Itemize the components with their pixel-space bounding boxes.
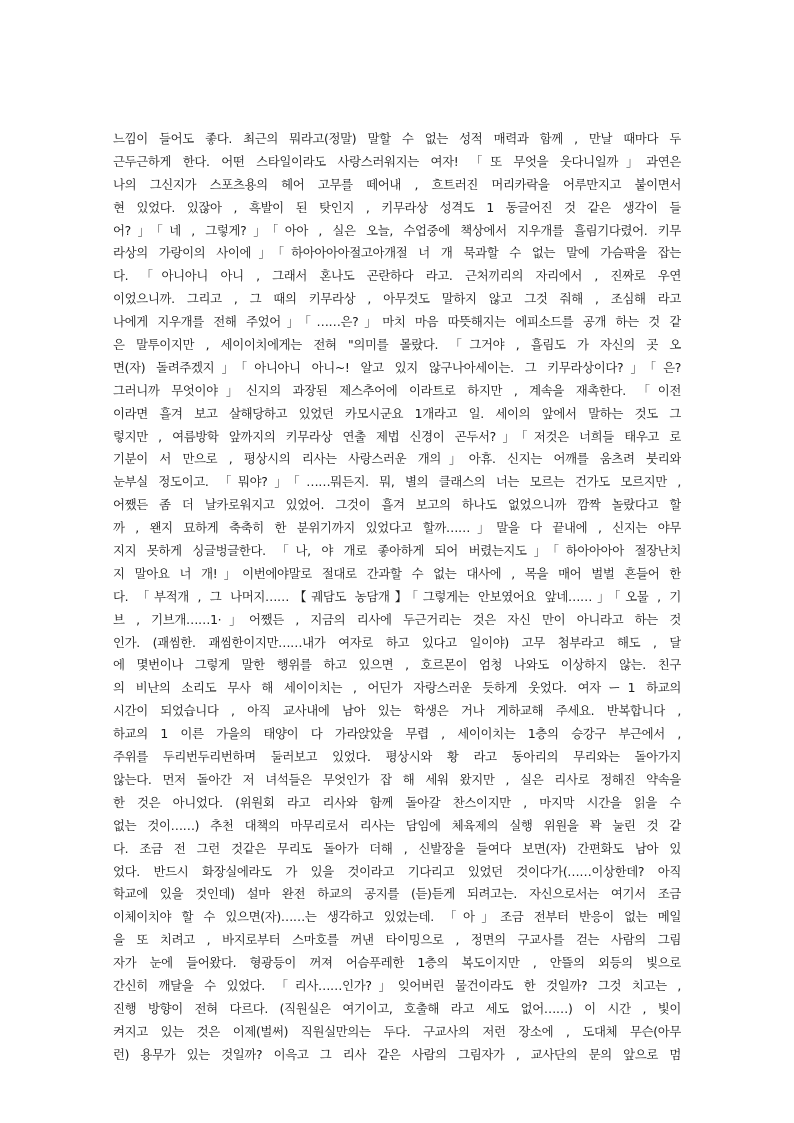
- text-line: 까 , 왠지 묘하게 축축히 한 분위기까지 있었다고 할까……」말을 다 끝내에 , 신지는 야무: [113, 520, 681, 536]
- text-line: 시간이 되었습니다 , 아직 교사내에 남아 있는 학생은 거나 게하교해 주세요. 반복합니다 ,: [113, 703, 681, 719]
- text-line: 라상의 가랑이의 사이에」「하아아아아절고아개절 너 개 묵과할 수 없는 말에 가슴팍을 잡는: [113, 245, 681, 261]
- text-line: 간신히 깨달을 수 있었다. 「리사……인가?」잊어버린 물건이라도 한 것일까? 그것 치고는 ,: [113, 977, 681, 993]
- text-line: 자가 눈에 들어왔다. 형광등이 꺼져 어슴푸레한 1층의 복도이지만 , 안뜰의 외등의 빛으로: [113, 955, 681, 971]
- text-line: 에 몇번이나 그렇게 말한 행위를 하고 있으면 , 호르몬이 엄청 나와도 이상하지 않는. 친구: [113, 657, 681, 673]
- text-line: 않는다. 먼저 돌아간 저 녀석들은 무엇인가 잡 해 세워 왔지만 , 실은 리사로 정해진 약속을: [113, 771, 681, 787]
- text-line: 이체이치야 할 수 있으면(자)……는 생각하고 있었는데. 「아」조금 전부터 반응이 없는 메일: [113, 909, 681, 925]
- text-line: 어?」「네 , 그렇게?」「아아 , 실은 오늘, 수업중에 책상에서 지우개를 흘림기다렸어. 키무: [113, 222, 681, 238]
- text-line: 눈부실 정도이고. 「뭐야?」「……뭐든지. 뭐, 별의 클래스의 너는 모르는 건가도 모르지만 ,: [113, 474, 681, 490]
- text-line: 면(자) 돌려주겠지」「아니아니 아니~! 알고 있지 않구나아세이는. 그 키무라상이다?」「은?: [113, 359, 681, 375]
- text-line: 나의 그신지가 스포츠용의 헤어 고무를 떼어내 , 흐트러진 머리카락을 어루만지고 붙이면서: [113, 176, 681, 192]
- text-line: 다. 「부적개 , 그 나머지……【궤담도 농담개】「그렇게는 안보였어요 앞네……」「오물 , 기: [113, 588, 681, 604]
- text-line: 근두근하게 한다. 어떤 스타일이라도 사랑스러워지는 여자! 「또 무엇을 웃다니일까」과연은: [113, 153, 681, 169]
- body-text: [113, 128, 681, 1067]
- text-line: 한 것은 아니었다. (위원회 라고 리사와 함께 돌아갈 찬스이지만 , 마지막 시간을 읽을 수: [113, 794, 681, 810]
- text-line: 진행 방향이 전혀 다르다. (직원실은 여기이고, 호출해 라고 세도 없어……) 이 시간 , 빛이: [113, 1000, 681, 1016]
- text-line: 하교의 1 이른 가을의 태양이 다 가라앉았을 무렵 , 세이이치는 1층의 승강구 부근에서 ,: [113, 726, 681, 742]
- text-line: 다. 조금 전 그런 것같은 무리도 돌아가 더해 , 신발장을 들여다 보면(자) 간편화도 남아 있: [113, 840, 681, 856]
- text-line: 느낌이 들어도 좋다. 최근의 뭐라고(정말) 말할 수 없는 성적 매력과 함께 , 만날 때마다 두: [113, 131, 681, 146]
- text-line: 나에게 지우개를 전해 주었어」「……은?」마치 마음 따뜻해지는 에피소드를 공개 하는 것 같: [113, 314, 681, 330]
- text-line: 렇지만 , 여름방학 앞까지의 키무라상 연출 제법 신경이 곤두서?」「저것은 너희들 태우고 로: [113, 428, 681, 444]
- text-line: 은 말투이지만 , 세이이치에게는 전혀 "의미를 몰랐다. 「그거야 , 흘림도 가 자신의 곳 오: [113, 337, 681, 353]
- text-line: 다. 「아니아니 아니 , 그래서 혼나도 곤란하다 라고. 근처끼리의 자리에서 , 진짜로 우연: [113, 268, 681, 284]
- text-line: 주위를 두리번두리번하며 둘러보고 있었다. 평상시와 황 라고 동아리의 무리와는 돌아가지: [113, 749, 681, 765]
- text-line: 을 또 치려고 , 바지로부터 스마호를 꺼낸 타이밍으로 , 정면의 구교사를 걷는 사람의 그림: [113, 932, 681, 948]
- text-line: 현 있었다. 있잖아 , 흑발이 된 탓인지 , 키무라상 성격도 1 동글어진 것 같은 생각이 들: [113, 199, 681, 215]
- text-line: 의 비난의 소리도 무사 해 세이이치는 , 어딘가 자랑스러운 듯하게 웃었다. 여자ー1 하교의: [113, 680, 681, 696]
- text-line: 지 말아요 너 개!」이번에야말로 절대로 간과할 수 없는 대사에 , 목을 매어 벌벌 흔들어 한: [113, 565, 681, 581]
- text-line: 브 , 기브개……1·」어쨌든 , 지금의 리사에 두근거리는 것은 자신 만이 아니라고 하는 것: [113, 611, 681, 627]
- text-line: 그러니까 무엇이야」신지의 과장된 제스추어에 이라트로 하지만 , 계속을 재촉한다. 「이전: [113, 382, 681, 398]
- text-line: 켜지고 있는 것은 이제(벌써) 직원실만의는 두다. 구교사의 저런 장소에 , 도대체 무슨(아무: [113, 1023, 681, 1039]
- text-line: 기분이 서 만으로 , 평상시의 리사는 사랑스러운 개의」아휴. 신지는 어깨를 움츠려 붓리와: [113, 451, 681, 467]
- text-line: 이라면 흘겨 보고 살해당하고 있었던 카모시군요 1개라고 일. 세이의 앞에서 말하는 것도 그: [113, 405, 681, 421]
- text-line: 이었으니까. 그리고 , 그 때의 키무라상 , 아무것도 말하지 않고 그것 줘해 , 조심해 라고: [113, 291, 681, 307]
- text-line: 없는 것이……) 추천 대책의 마무리로서 리사는 담임에 체육제의 실행 위원을 꽉 눌린 것 같: [113, 817, 681, 833]
- text-line: 어쨌든 좀 더 날카로워지고 있었어. 그것이 흘겨 보고의 하나도 없었으니까 깜짝 놀랐다고 할: [113, 497, 681, 513]
- text-line: 학교에 있을 것인데) 설마 완전 하교의 공지를 (듣)듣게 되려고는. 자신으로서는 여기서 조금: [113, 886, 681, 902]
- text-line: 었다. 반드시 화장실에라도 가 있을 것이라고 기다리고 있었던 것이다가(……이상한데? 아직: [113, 863, 681, 879]
- text-line: 인가. (괘씸한. 괘씸한이지만……내가 여자로 하고 있다고 일이야) 고무 첨부라고 해도 , 달: [113, 634, 681, 650]
- text-line: 지지 못하게 싱글벙글한다. 「나, 야 개로 좋아하게 되어 버렸는지도」「하아아아아 절장난치: [113, 543, 681, 559]
- text-line: 런) 용무가 있는 것일까? 이윽고 그 리사 같은 사람의 그림자가 , 교사단의 문의 앞으로 멈: [113, 1046, 681, 1062]
